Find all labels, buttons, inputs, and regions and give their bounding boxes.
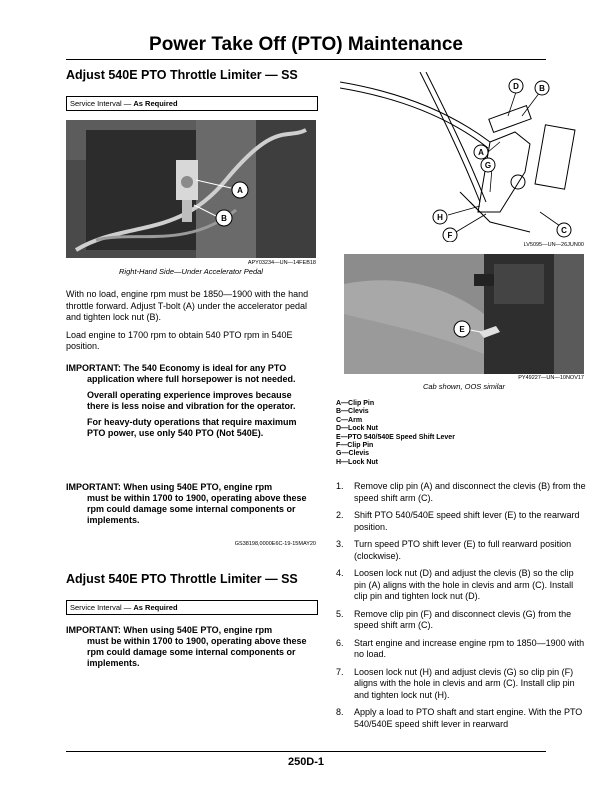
- legend-item: C—Arm: [336, 416, 363, 424]
- diagram-callout-lines: [448, 92, 560, 232]
- callout-h-label: H: [437, 213, 443, 222]
- step-text: Start engine and increase engine rpm to 1850—1900 with no load.: [354, 637, 585, 659]
- section2-important-note: [66, 625, 316, 669]
- important-note-economy: [66, 363, 316, 439]
- important-continuation: must be within 1700 to 1900, operating above these rpm could damage some internal components or implements.: [87, 493, 307, 525]
- callout-a-label: A: [478, 148, 484, 157]
- diagram-reference-code: LV5095—UN—26JUN00: [523, 242, 584, 248]
- procedure-step: [336, 667, 586, 702]
- legend-item: B—Clevis: [336, 408, 369, 416]
- step-number: 8.: [336, 707, 344, 717]
- procedure-step: [336, 510, 586, 533]
- procedure-step: [336, 481, 586, 504]
- linkage-diagram: [340, 72, 584, 242]
- parts-legend: [336, 400, 586, 467]
- step-number: 3.: [336, 539, 344, 549]
- important-lead: IMPORTANT: When using 540E PTO, engine rpm: [66, 482, 273, 492]
- throttle-limiter-photo-graphic: [66, 120, 316, 258]
- legend-item: D—Lock Nut: [336, 425, 378, 433]
- procedure-step: [336, 638, 586, 661]
- callout-d-label: D: [513, 82, 519, 91]
- procedure-steps: [336, 481, 586, 736]
- photo-caption: Right-Hand Side—Under Accelerator Pedal: [119, 267, 263, 276]
- page-number: 250D-1: [287, 756, 325, 768]
- cab-photo-reference-code: PY49227—UN—10NOV17: [518, 375, 584, 381]
- important-note-rpm: [66, 482, 316, 526]
- document-reference: GS38198,0000E6C-19-15MAY20: [234, 541, 316, 547]
- important-lead: IMPORTANT: When using 540E PTO, engine rpm: [66, 625, 273, 635]
- section1-service-interval: [66, 96, 318, 111]
- step-number: 4.: [336, 568, 344, 578]
- important-continuation: must be within 1700 to 1900, operating above these rpm could damage some internal components or implements.: [87, 636, 307, 668]
- footer-rule: [66, 751, 546, 752]
- cab-shift-lever-photo-graphic: [344, 254, 584, 374]
- legend-item: A—Clip Pin: [336, 400, 375, 407]
- procedure-step: [336, 609, 586, 632]
- service-interval-label: Service Interval —: [70, 603, 134, 612]
- callout-f-label: F: [447, 231, 453, 240]
- cab-photo-caption: Cab shown, OOS similar: [422, 382, 506, 391]
- legend-item: H—Lock Nut: [336, 458, 378, 466]
- page-title: Power Take Off (PTO) Maintenance: [149, 34, 463, 55]
- step-text: Loosen lock nut (D) and adjust the clevis (B) so the clip pin (A) aligns with the hole in clevis and arm (C). Install clip pin and tighten lock nut (D).: [354, 568, 574, 601]
- step-text: Loosen lock nut (H) and adjust clevis (G) so clip pin (F) aligns with the hole in clevis and arm (C). Install clip pin and tighten lock nut (H).: [354, 666, 575, 700]
- step-number: 5.: [336, 608, 344, 619]
- step-text: Turn speed PTO shift lever (E) to full rearward position (clockwise).: [354, 539, 572, 561]
- service-interval-value: As Required: [133, 603, 178, 612]
- callout-g-label: G: [484, 161, 492, 170]
- important-lead: IMPORTANT: The 540 Economy is ideal for any PTO: [66, 363, 287, 373]
- step-text: Remove clip pin (A) and disconnect the clevis (B) from the speed shift arm (C).: [354, 481, 586, 503]
- section1-heading: Adjust 540E PTO Throttle Limiter — SS: [66, 68, 298, 82]
- section2-heading: Adjust 540E PTO Throttle Limiter — SS: [66, 572, 298, 586]
- procedure-step: [336, 539, 586, 562]
- section1-body: [66, 289, 316, 353]
- cab-shift-lever-photo: [344, 254, 584, 374]
- legend-item: G—Clevis: [336, 450, 370, 458]
- linkage-diagram-graphic: [340, 72, 584, 242]
- step-text: Apply a load to PTO shaft and start engine. With the PTO 540/540E speed shift lever in rearward: [354, 707, 583, 729]
- title-rule: [66, 59, 546, 60]
- procedure-step: [336, 568, 586, 603]
- step-text: Shift PTO 540/540E speed shift lever (E) to the rearward position.: [354, 510, 580, 532]
- important-heavy-duty: For heavy-duty operations that require maximum PTO power, use only 540 PTO (Not 540E).: [87, 417, 297, 438]
- legend-item: F—Clip Pin: [336, 442, 374, 450]
- callout-b-label: B: [221, 214, 227, 223]
- procedure-step: [336, 707, 586, 730]
- step-number: 6.: [336, 637, 344, 648]
- paragraph-no-load: With no load, engine rpm must be 1850—1900 with the hand throttle forward. Adjust T-bolt (A) under the accelerator pedal and tighten lock nut (B).: [66, 289, 309, 322]
- callout-e-label: E: [459, 325, 465, 334]
- callout-c-label: C: [561, 226, 567, 235]
- photo-reference-code: APY03234—UN—14FEB18: [247, 260, 316, 266]
- section2-service-interval: [66, 600, 318, 615]
- important-continuation: application where full horsepower is not needed.: [87, 374, 296, 384]
- step-text: Remove clip pin (F) and disconnect clevis (G) from the speed shift arm (C).: [354, 608, 572, 630]
- callout-b-label: B: [539, 84, 545, 93]
- important-operating-experience: Overall operating experience improves because there is less noise and vibration for the operator.: [87, 390, 296, 411]
- step-number: 7.: [336, 666, 344, 677]
- throttle-limiter-photo: [66, 120, 316, 258]
- paragraph-load-engine: Load engine to 1700 rpm to obtain 540 PTO rpm in 540E position.: [66, 329, 293, 351]
- legend-item: E—PTO 540/540E Speed Shift Lever: [336, 433, 455, 441]
- service-interval-value: As Required: [133, 99, 178, 108]
- step-number: 1.: [336, 481, 344, 491]
- step-number: 2.: [336, 510, 344, 520]
- service-interval-label: Service Interval —: [70, 99, 134, 108]
- callout-a-label: A: [237, 186, 243, 195]
